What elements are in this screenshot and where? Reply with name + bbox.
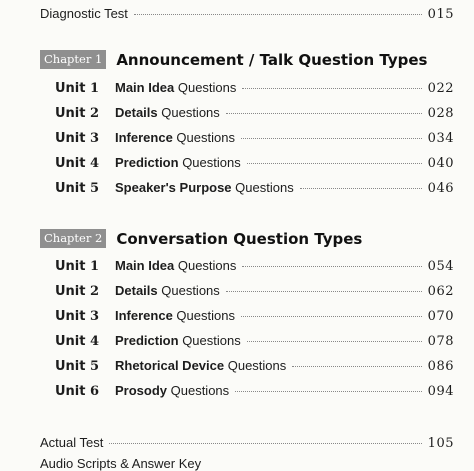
toc-entry-page: 078	[427, 334, 454, 349]
unit-label: Unit 3	[55, 131, 100, 146]
toc-entry-unit[interactable]	[0, 155, 474, 171]
toc-entry-unit[interactable]	[0, 130, 474, 146]
toc-entry-label: Actual Test	[40, 435, 104, 450]
unit-title: Main Idea Questions	[115, 258, 237, 273]
chapter-badge: Chapter 2	[40, 229, 106, 248]
toc-entry-unit[interactable]	[0, 258, 474, 274]
unit-label: Unit 3	[55, 309, 100, 324]
leader-dots	[134, 14, 422, 15]
leader-dots	[226, 113, 422, 114]
unit-label: Unit 6	[55, 384, 100, 399]
unit-label: Unit 2	[55, 106, 100, 121]
unit-title: Prediction Questions	[115, 155, 241, 170]
unit-title: Speaker's Purpose Questions	[115, 180, 294, 195]
unit-title: Details Questions	[115, 283, 220, 298]
toc-entry-page: 022	[427, 81, 454, 96]
leader-dots	[247, 163, 422, 164]
unit-title: Prediction Questions	[115, 333, 241, 348]
toc-entry-page: 046	[427, 181, 454, 196]
toc-entry-page: 086	[427, 359, 454, 374]
chapter-1-heading	[40, 50, 440, 69]
unit-title: Inference Questions	[115, 130, 235, 145]
chapter-badge: Chapter 1	[40, 50, 106, 69]
toc-entry-label: Audio Scripts & Answer Key	[40, 456, 202, 471]
unit-label: Unit 2	[55, 284, 100, 299]
toc-entry-page: 028	[427, 106, 454, 121]
unit-title: Main Idea Questions	[115, 80, 237, 95]
toc-entry-page: 054	[427, 259, 454, 274]
leader-dots	[242, 266, 421, 267]
leader-dots	[247, 341, 422, 342]
toc-entry-page: 070	[427, 309, 454, 324]
toc-entry-unit[interactable]	[0, 283, 474, 299]
toc-entry-diagnostic-test[interactable]	[0, 6, 474, 22]
toc-entry-unit[interactable]	[0, 358, 474, 374]
toc-entry-label: Diagnostic Test	[40, 6, 128, 21]
unit-label: Unit 1	[55, 81, 100, 96]
unit-label: Unit 1	[55, 259, 100, 274]
toc-entry-page: 062	[427, 284, 454, 299]
unit-label: Unit 5	[55, 181, 100, 196]
unit-title: Inference Questions	[115, 308, 235, 323]
unit-title: Rhetorical Device Questions	[115, 358, 287, 373]
unit-label: Unit 5	[55, 359, 100, 374]
leader-dots	[242, 88, 421, 89]
leader-dots	[235, 391, 422, 392]
chapter-title: Conversation Question Types	[116, 229, 363, 248]
unit-label: Unit 4	[55, 156, 100, 171]
leader-dots	[226, 291, 422, 292]
unit-label: Unit 4	[55, 334, 100, 349]
toc-entry-actual-test[interactable]	[0, 435, 474, 451]
toc-entry-unit[interactable]	[0, 308, 474, 324]
toc-entry-unit[interactable]	[0, 333, 474, 349]
chapter-title: Announcement / Talk Question Types	[116, 50, 428, 69]
leader-dots	[292, 366, 421, 367]
toc-entry-page: 040	[427, 156, 454, 171]
leader-dots	[109, 443, 421, 444]
chapter-2-heading	[40, 229, 440, 248]
unit-title: Details Questions	[115, 105, 220, 120]
toc-entry-unit[interactable]	[0, 383, 474, 399]
toc-entry-unit[interactable]	[0, 105, 474, 121]
toc-entry-unit[interactable]	[0, 80, 474, 96]
leader-dots	[241, 138, 422, 139]
toc-entry-page: 034	[427, 131, 454, 146]
toc-entry-unit[interactable]	[0, 180, 474, 196]
toc-entry-page: 105	[427, 436, 454, 451]
leader-dots	[300, 188, 422, 189]
unit-title: Prosody Questions	[115, 383, 230, 398]
toc-entry-page: 094	[427, 384, 454, 399]
toc-entry-page: 015	[427, 7, 454, 22]
leader-dots	[241, 316, 422, 317]
